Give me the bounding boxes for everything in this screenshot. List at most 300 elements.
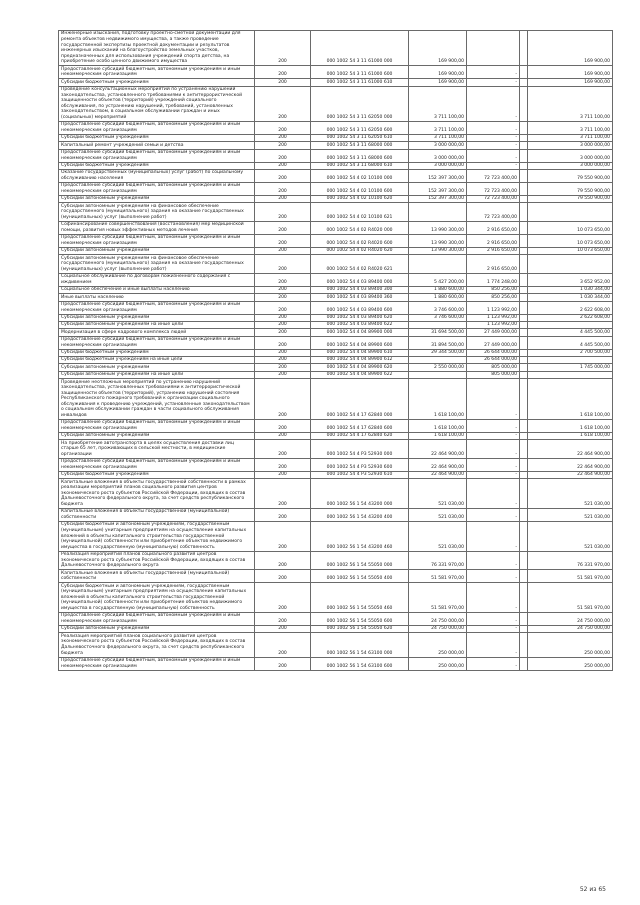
row-amount-approved: 3 711 100,00 (409, 122, 467, 135)
row-name: Проведение неотложных мероприятий по устранению нарушений законодательства, установленных требованиями к антитеррористической защищенности объектов (территорий), устранению нарушений состояния Республиканского пожарного требований к организации социального обслуживания к проведению учреждений, установленные законодательством о социальном обслуживании граждан в части социального обслуживания инвалидов (59, 379, 255, 420)
row-amount-remaining: 521 030,00 (528, 522, 613, 552)
row-amount-approved: 521 030,00 (409, 479, 467, 509)
row-spacer (520, 613, 528, 626)
row-amount-remaining: 79 550 900,00 (528, 196, 613, 203)
row-amount-executed: 72 723 400,00 (467, 170, 520, 183)
row-amount-executed: - (467, 433, 520, 440)
row-amount-executed: - (467, 135, 520, 142)
row-amount-executed: 805 000,00 (467, 364, 520, 371)
document-page (58, 30, 612, 671)
row-amount-remaining: 51 581 970,00 (528, 583, 613, 613)
row-budget-code: 000 1002 54 4 03 89400 620 (311, 314, 409, 321)
table-row (59, 379, 613, 420)
row-amount-remaining: 3 000 000,00 (528, 162, 613, 169)
row-name: Субсидии автономным учреждениям (59, 314, 255, 321)
row-amount-remaining (528, 321, 613, 328)
row-name: Субсидии бюджетным учреждениям (59, 79, 255, 86)
row-amount-executed: 1 123 992,00 (467, 301, 520, 314)
row-amount-approved: 1 618 100,00 (409, 379, 467, 420)
row-admin-code: 200 (255, 321, 311, 328)
row-spacer (520, 420, 528, 433)
row-budget-code: 000 1002 54 4 02 10100 600 (311, 183, 409, 196)
row-amount-remaining: 10 073 650,00 (528, 221, 613, 234)
row-name: Капитальный ремонт учреждений семьи и детства (59, 142, 255, 149)
row-admin-code: 200 (255, 142, 311, 149)
row-admin-code: 200 (255, 122, 311, 135)
row-amount-executed: 2 916 650,00 (467, 247, 520, 254)
row-budget-code: 000 1002 54 3 11 62050 600 (311, 122, 409, 135)
row-admin-code: 200 (255, 183, 311, 196)
row-budget-code: 000 1002 54 4 04 89900 620 (311, 364, 409, 371)
row-amount-remaining: 3 000 000,00 (528, 149, 613, 162)
row-spacer (520, 183, 528, 196)
row-name: Предоставление субсидий бюджетным, автономным учреждениям и иным некоммерческим организациям (59, 234, 255, 247)
row-admin-code: 200 (255, 31, 311, 66)
row-name: Инженерные изыскания, подготовку проектно-сметной документации для ремонта объектов недвижимого имущества, а также проведение государственной экспертизы проектной документации и результатов инженерных изысканий на благоустройство земельных участков, предназначенных для использования учреждений спорта детства, на приобретение особо ценного движимого имущества (59, 31, 255, 66)
row-budget-code: 000 1002 54 3 11 61000 600 (311, 66, 409, 79)
row-spacer (520, 79, 528, 86)
row-name: Субсидии бюджетным учреждениям (59, 135, 255, 142)
table-row (59, 471, 613, 478)
table-row (59, 633, 613, 657)
table-row (59, 357, 613, 364)
table-row (59, 234, 613, 247)
row-spacer (520, 221, 528, 234)
row-amount-approved (409, 203, 467, 222)
table-row (59, 420, 613, 433)
row-spacer (520, 551, 528, 570)
table-row (59, 522, 613, 552)
row-name: Предоставление субсидий бюджетным, автономным учреждениям и иным некоммерческим организациям (59, 66, 255, 79)
row-amount-remaining: 1 618 100,00 (528, 433, 613, 440)
row-name: Предоставление субсидий бюджетным, автономным учреждениям и иным некоммерческим организациям (59, 336, 255, 349)
table-row (59, 170, 613, 183)
row-amount-executed: - (467, 471, 520, 478)
row-name: Оказание государственных (муниципальных) услуг (работ) по социальному обслуживанию населения (59, 170, 255, 183)
row-amount-approved: 13 990 300,00 (409, 221, 467, 234)
row-amount-executed: 72 723 400,00 (467, 196, 520, 203)
row-budget-code: 000 1002 54 4 P3 52930 600 (311, 458, 409, 471)
row-budget-code: 000 1002 54 4 04 89900 622 (311, 371, 409, 378)
row-amount-remaining: 169 900,00 (528, 31, 613, 66)
table-row (59, 371, 613, 378)
row-amount-executed: - (467, 522, 520, 552)
row-admin-code: 200 (255, 86, 311, 121)
row-spacer (520, 633, 528, 657)
row-budget-code: 000 1002 54 4 03 89400 622 (311, 321, 409, 328)
row-admin-code: 200 (255, 196, 311, 203)
row-amount-executed: - (467, 626, 520, 633)
row-amount-executed: - (467, 440, 520, 459)
row-amount-executed: - (467, 633, 520, 657)
row-spacer (520, 357, 528, 364)
row-amount-approved: 3 000 000,00 (409, 149, 467, 162)
row-amount-executed: - (467, 458, 520, 471)
row-budget-code: 000 1002 56 1 54 63100 600 (311, 657, 409, 670)
row-admin-code: 200 (255, 170, 311, 183)
row-name: Субсидии автономным учреждениям на финансовое обеспечение государственного (муниципального) задания на оказание государственных (муниципальных) услуг (выполнение работ) (59, 203, 255, 222)
row-amount-remaining (528, 357, 613, 364)
row-amount-executed: 850 256,00 (467, 286, 520, 293)
row-amount-executed (467, 31, 520, 66)
row-amount-remaining: 22 464 900,00 (528, 471, 613, 478)
row-spacer (520, 135, 528, 142)
row-admin-code: 200 (255, 371, 311, 378)
row-amount-executed: 27 449 000,00 (467, 329, 520, 336)
row-admin-code: 200 (255, 633, 311, 657)
row-amount-approved: 1 618 100,00 (409, 420, 467, 433)
row-spacer (520, 626, 528, 633)
table-row (59, 247, 613, 254)
row-budget-code: 000 1002 56 1 54 43200 460 (311, 522, 409, 552)
page-number: 52 из 65 (579, 886, 606, 893)
row-amount-remaining: 51 581 970,00 (528, 570, 613, 583)
row-admin-code: 200 (255, 657, 311, 670)
row-budget-code: 000 1002 56 1 54 55050 000 (311, 551, 409, 570)
row-amount-approved: 22 464 900,00 (409, 471, 467, 478)
row-admin-code: 200 (255, 626, 311, 633)
row-budget-code: 000 1002 56 1 54 55050 600 (311, 613, 409, 626)
row-budget-code: 000 1002 54 3 11 61000 610 (311, 79, 409, 86)
row-amount-approved: 3 711 100,00 (409, 86, 467, 121)
row-name: Предоставление субсидий бюджетным, автономным учреждениям и иным некоммерческим организациям (59, 183, 255, 196)
row-amount-approved: 3 711 100,00 (409, 135, 467, 142)
row-amount-remaining: 24 750 000,00 (528, 613, 613, 626)
row-amount-remaining: 1 030 344,00 (528, 294, 613, 301)
row-amount-approved: 24 750 000,00 (409, 626, 467, 633)
row-amount-executed: 26 644 000,00 (467, 357, 520, 364)
table-row (59, 329, 613, 336)
table-row (59, 31, 613, 66)
table-row (59, 301, 613, 314)
row-admin-code: 200 (255, 79, 311, 86)
row-admin-code: 200 (255, 379, 311, 420)
row-budget-code: 000 1002 56 1 54 43200 000 (311, 479, 409, 509)
row-amount-remaining: 2 700 500,00 (528, 349, 613, 356)
row-amount-approved: 3 000 000,00 (409, 162, 467, 169)
row-amount-remaining: 169 900,00 (528, 79, 613, 86)
row-admin-code: 200 (255, 522, 311, 552)
row-budget-code: 000 1002 54 4 03 89400 300 (311, 286, 409, 293)
row-spacer (520, 149, 528, 162)
row-amount-remaining: 3 652 952,00 (528, 273, 613, 286)
row-spacer (520, 471, 528, 478)
row-name: Капитальные вложения в объекты государственной (муниципальной) собственности (59, 509, 255, 522)
row-budget-code: 000 1002 54 4 04 89900 612 (311, 357, 409, 364)
row-name: Предоставление субсидий бюджетным, автономным учреждениям и иным некоммерческим организациям (59, 122, 255, 135)
row-budget-code: 000 1002 54 3 11 62050 610 (311, 135, 409, 142)
row-admin-code: 200 (255, 203, 311, 222)
row-amount-executed: - (467, 142, 520, 149)
row-budget-code: 000 1002 56 1 54 63100 000 (311, 633, 409, 657)
row-name: Субсидии автономным учреждениям на иные цели (59, 371, 255, 378)
row-admin-code: 200 (255, 247, 311, 254)
row-budget-code: 000 1002 54 4 02 10100 621 (311, 203, 409, 222)
table-row (59, 196, 613, 203)
row-amount-executed: 26 644 000,00 (467, 349, 520, 356)
table-row (59, 626, 613, 633)
row-amount-remaining: 1 618 100,00 (528, 420, 613, 433)
row-amount-approved: 250 000,00 (409, 657, 467, 670)
row-budget-code: 000 1002 56 1 54 55050 400 (311, 570, 409, 583)
table-row (59, 458, 613, 471)
row-admin-code: 200 (255, 221, 311, 234)
row-amount-approved: 3 000 000,00 (409, 142, 467, 149)
row-amount-executed: 72 723 400,00 (467, 203, 520, 222)
row-amount-executed: - (467, 479, 520, 509)
row-budget-code: 000 1002 54 3 11 61000 000 (311, 31, 409, 66)
row-amount-approved: 3 746 600,00 (409, 314, 467, 321)
row-amount-approved: 152 397 300,00 (409, 183, 467, 196)
row-amount-executed: - (467, 379, 520, 420)
row-spacer (520, 301, 528, 314)
row-budget-code: 000 1002 54 4 17 62840 600 (311, 420, 409, 433)
row-admin-code: 200 (255, 294, 311, 301)
table-row (59, 657, 613, 670)
row-amount-executed: 1 123 992,00 (467, 321, 520, 328)
row-name: Субсидии автономным учреждениям (59, 247, 255, 254)
row-name: Субсидии автономным учреждениям (59, 196, 255, 203)
row-spacer (520, 31, 528, 66)
row-admin-code: 200 (255, 349, 311, 356)
row-amount-executed: - (467, 583, 520, 613)
row-amount-executed: - (467, 162, 520, 169)
row-budget-code: 000 1002 54 4 02 R4020 621 (311, 255, 409, 274)
row-spacer (520, 522, 528, 552)
row-name: Предоставление субсидий бюджетным, автономным учреждениям и иным некоммерческим организациям (59, 613, 255, 626)
row-spacer (520, 66, 528, 79)
row-amount-executed: 2 916 650,00 (467, 221, 520, 234)
row-amount-approved: 31 894 500,00 (409, 336, 467, 349)
row-budget-code: 000 1002 54 4 P3 52930 610 (311, 471, 409, 478)
row-amount-remaining: 169 900,00 (528, 66, 613, 79)
row-name: Предоставление субсидий бюджетным, автономным учреждениям и иным некоммерческим организациям (59, 657, 255, 670)
row-admin-code: 200 (255, 364, 311, 371)
row-amount-remaining (528, 255, 613, 274)
row-admin-code: 200 (255, 162, 311, 169)
row-amount-approved: 51 581 970,00 (409, 570, 467, 583)
row-spacer (520, 364, 528, 371)
row-spacer (520, 294, 528, 301)
row-amount-remaining: 250 000,00 (528, 657, 613, 670)
table-row (59, 135, 613, 142)
row-amount-executed: 1 774 248,00 (467, 273, 520, 286)
row-amount-executed: - (467, 66, 520, 79)
row-name: Социальное обеспечение и иные выплаты населению (59, 286, 255, 293)
row-name: Субсидии автономным учреждениям (59, 626, 255, 633)
row-spacer (520, 336, 528, 349)
row-amount-remaining: 79 550 900,00 (528, 183, 613, 196)
row-admin-code: 200 (255, 286, 311, 293)
row-amount-remaining (528, 371, 613, 378)
row-spacer (520, 329, 528, 336)
row-amount-approved: 152 397 300,00 (409, 170, 467, 183)
row-admin-code: 200 (255, 471, 311, 478)
table-row (59, 570, 613, 583)
table-row (59, 79, 613, 86)
row-spacer (520, 583, 528, 613)
row-spacer (520, 321, 528, 328)
row-budget-code: 000 1002 54 4 P3 52930 000 (311, 440, 409, 459)
row-admin-code: 200 (255, 329, 311, 336)
row-spacer (520, 234, 528, 247)
row-amount-remaining (528, 203, 613, 222)
row-admin-code: 200 (255, 314, 311, 321)
table-row (59, 86, 613, 121)
row-amount-executed: - (467, 86, 520, 121)
row-spacer (520, 255, 528, 274)
table-row (59, 273, 613, 286)
row-amount-approved: 169 900,00 (409, 79, 467, 86)
row-amount-executed: - (467, 613, 520, 626)
row-amount-remaining: 2 622 608,00 (528, 301, 613, 314)
row-budget-code: 000 1002 54 4 02 R4020 620 (311, 247, 409, 254)
row-admin-code: 200 (255, 479, 311, 509)
row-amount-approved: 152 397 300,00 (409, 196, 467, 203)
table-body (59, 31, 613, 671)
row-name: Субсидии бюджетным учреждениям (59, 349, 255, 356)
row-budget-code: 000 1002 54 4 17 62840 620 (311, 433, 409, 440)
row-amount-remaining: 3 000 000,00 (528, 142, 613, 149)
row-amount-executed: 850 256,00 (467, 294, 520, 301)
row-spacer (520, 203, 528, 222)
table-row (59, 255, 613, 274)
row-name: Субсидии бюджетным учреждениям (59, 162, 255, 169)
row-amount-remaining: 22 464 900,00 (528, 458, 613, 471)
row-admin-code: 200 (255, 149, 311, 162)
row-amount-approved: 76 331 970,00 (409, 551, 467, 570)
row-budget-code: 000 1002 54 4 04 89900 000 (311, 329, 409, 336)
row-spacer (520, 479, 528, 509)
row-amount-approved (409, 371, 467, 378)
row-name: Предоставление субсидий бюджетным, автономным учреждениям и иным некоммерческим организациям (59, 149, 255, 162)
row-spacer (520, 509, 528, 522)
row-amount-executed: - (467, 509, 520, 522)
row-admin-code: 200 (255, 458, 311, 471)
row-amount-approved: 29 344 500,00 (409, 349, 467, 356)
row-amount-approved: 1 618 100,00 (409, 433, 467, 440)
row-amount-remaining: 1 030 344,00 (528, 286, 613, 293)
row-name: Проведение консультационных мероприятий по устранению нарушений законодательства, установленного требованиями к антитеррористической защищенности объектов (территорий) учреждений социального обслуживания, по устранению нарушений, требований, установленных законодательством, в социальном обслуживании граждан и иных (социальных) мероприятий (59, 86, 255, 121)
row-amount-remaining: 10 073 650,00 (528, 234, 613, 247)
row-amount-approved (409, 321, 467, 328)
row-amount-remaining: 3 711 100,00 (528, 135, 613, 142)
row-amount-executed: - (467, 551, 520, 570)
row-amount-remaining: 2 622 608,00 (528, 314, 613, 321)
row-name: Субсидии автономным учреждениям на финансовое обеспечение государственного (муниципального) задания на оказание государственных (муниципальных) услуг (выполнение работ) (59, 255, 255, 274)
row-amount-approved: 13 990 300,00 (409, 234, 467, 247)
row-name: Субсидии бюджетным и автономным учреждениям, государственным (муниципальным) унитарным предприятиям на осуществление капитальных вложений в объекты капитального строительства государственной (муниципальной) собственности или приобретение объектов недвижимого имущества в государственную (муниципальную) собственность (59, 522, 255, 552)
row-amount-remaining: 250 000,00 (528, 633, 613, 657)
row-name: Субсидии бюджетным и автономным учреждениям, государственным (муниципальным) унитарным предприятиям на осуществление капитальных вложений в объекты капитального строительства государственной (муниципальной) собственности или приобретение объектов недвижимого имущества в государственную (муниципальную) собственность (59, 583, 255, 613)
row-spacer (520, 379, 528, 420)
row-spacer (520, 86, 528, 121)
budget-table (58, 30, 613, 671)
table-row (59, 142, 613, 149)
row-admin-code: 200 (255, 255, 311, 274)
table-row (59, 203, 613, 222)
row-spacer (520, 247, 528, 254)
table-row (59, 162, 613, 169)
row-name: Субсидии автономным учреждениям (59, 433, 255, 440)
row-budget-code: 000 1002 54 4 03 89400 000 (311, 273, 409, 286)
row-spacer (520, 162, 528, 169)
row-amount-remaining: 22 464 900,00 (528, 440, 613, 459)
row-admin-code: 200 (255, 420, 311, 433)
row-amount-remaining: 24 750 000,00 (528, 626, 613, 633)
row-spacer (520, 458, 528, 471)
row-amount-executed: - (467, 420, 520, 433)
row-budget-code: 000 1002 56 1 54 43200 400 (311, 509, 409, 522)
row-amount-approved: 521 030,00 (409, 509, 467, 522)
row-budget-code: 000 1002 54 4 02 R4020 000 (311, 221, 409, 234)
row-amount-remaining: 3 711 100,00 (528, 122, 613, 135)
table-row (59, 314, 613, 321)
table-row (59, 509, 613, 522)
row-amount-approved: 5 427 200,00 (409, 273, 467, 286)
row-name: Субсидии бюджетным учреждениям (59, 471, 255, 478)
row-name: Капитальные вложения в объекты государственной (муниципальной) собственности (59, 570, 255, 583)
row-amount-remaining: 76 331 970,00 (528, 551, 613, 570)
row-admin-code: 200 (255, 357, 311, 364)
row-name: Реализация мероприятий планов социального развития центров экономического роста субъектов Российской Федерации, входящих в состав Дальневосточного федерального округа (59, 551, 255, 570)
row-admin-code: 200 (255, 433, 311, 440)
row-amount-approved: 24 750 000,00 (409, 613, 467, 626)
row-budget-code: 000 1002 54 3 11 68000 000 (311, 142, 409, 149)
row-budget-code: 000 1002 54 4 04 89900 600 (311, 336, 409, 349)
row-amount-approved: 22 464 900,00 (409, 440, 467, 459)
row-amount-approved: 3 746 600,00 (409, 301, 467, 314)
table-row (59, 613, 613, 626)
row-admin-code: 200 (255, 273, 311, 286)
row-amount-approved: 2 550 000,00 (409, 364, 467, 371)
row-name: Предоставление субсидий бюджетным, автономным учреждениям и иным некоммерческим организациям (59, 301, 255, 314)
row-admin-code: 200 (255, 440, 311, 459)
row-spacer (520, 349, 528, 356)
row-admin-code: 200 (255, 613, 311, 626)
row-amount-remaining: 4 445 500,00 (528, 329, 613, 336)
table-row (59, 364, 613, 371)
row-amount-remaining: 521 030,00 (528, 479, 613, 509)
row-budget-code: 000 1002 54 4 02 R4020 600 (311, 234, 409, 247)
row-admin-code: 200 (255, 551, 311, 570)
row-name: На приобретение автотранспорта в целях осуществления доставки лиц старше 65 лет, проживающих в сельской местности, в медицинские организации (59, 440, 255, 459)
row-amount-executed: - (467, 149, 520, 162)
row-amount-remaining: 521 030,00 (528, 509, 613, 522)
row-name: Субсидии автономным учреждениям на иные цели (59, 321, 255, 328)
row-budget-code: 000 1002 54 4 04 89900 610 (311, 349, 409, 356)
row-amount-executed: 805 000,00 (467, 371, 520, 378)
row-budget-code: 000 1002 54 4 03 89400 360 (311, 294, 409, 301)
row-spacer (520, 657, 528, 670)
row-spacer (520, 273, 528, 286)
row-spacer (520, 433, 528, 440)
row-admin-code: 200 (255, 583, 311, 613)
row-budget-code: 000 1002 56 1 54 55050 620 (311, 626, 409, 633)
table-row (59, 122, 613, 135)
row-amount-approved: 1 880 600,00 (409, 286, 467, 293)
row-spacer (520, 314, 528, 321)
table-row (59, 440, 613, 459)
row-admin-code: 200 (255, 301, 311, 314)
row-amount-approved: 51 581 970,00 (409, 583, 467, 613)
row-budget-code: 000 1002 54 4 02 10100 000 (311, 170, 409, 183)
table-row (59, 294, 613, 301)
row-amount-approved: 521 030,00 (409, 522, 467, 552)
row-amount-executed: - (467, 122, 520, 135)
table-row (59, 336, 613, 349)
row-amount-executed: - (467, 657, 520, 670)
